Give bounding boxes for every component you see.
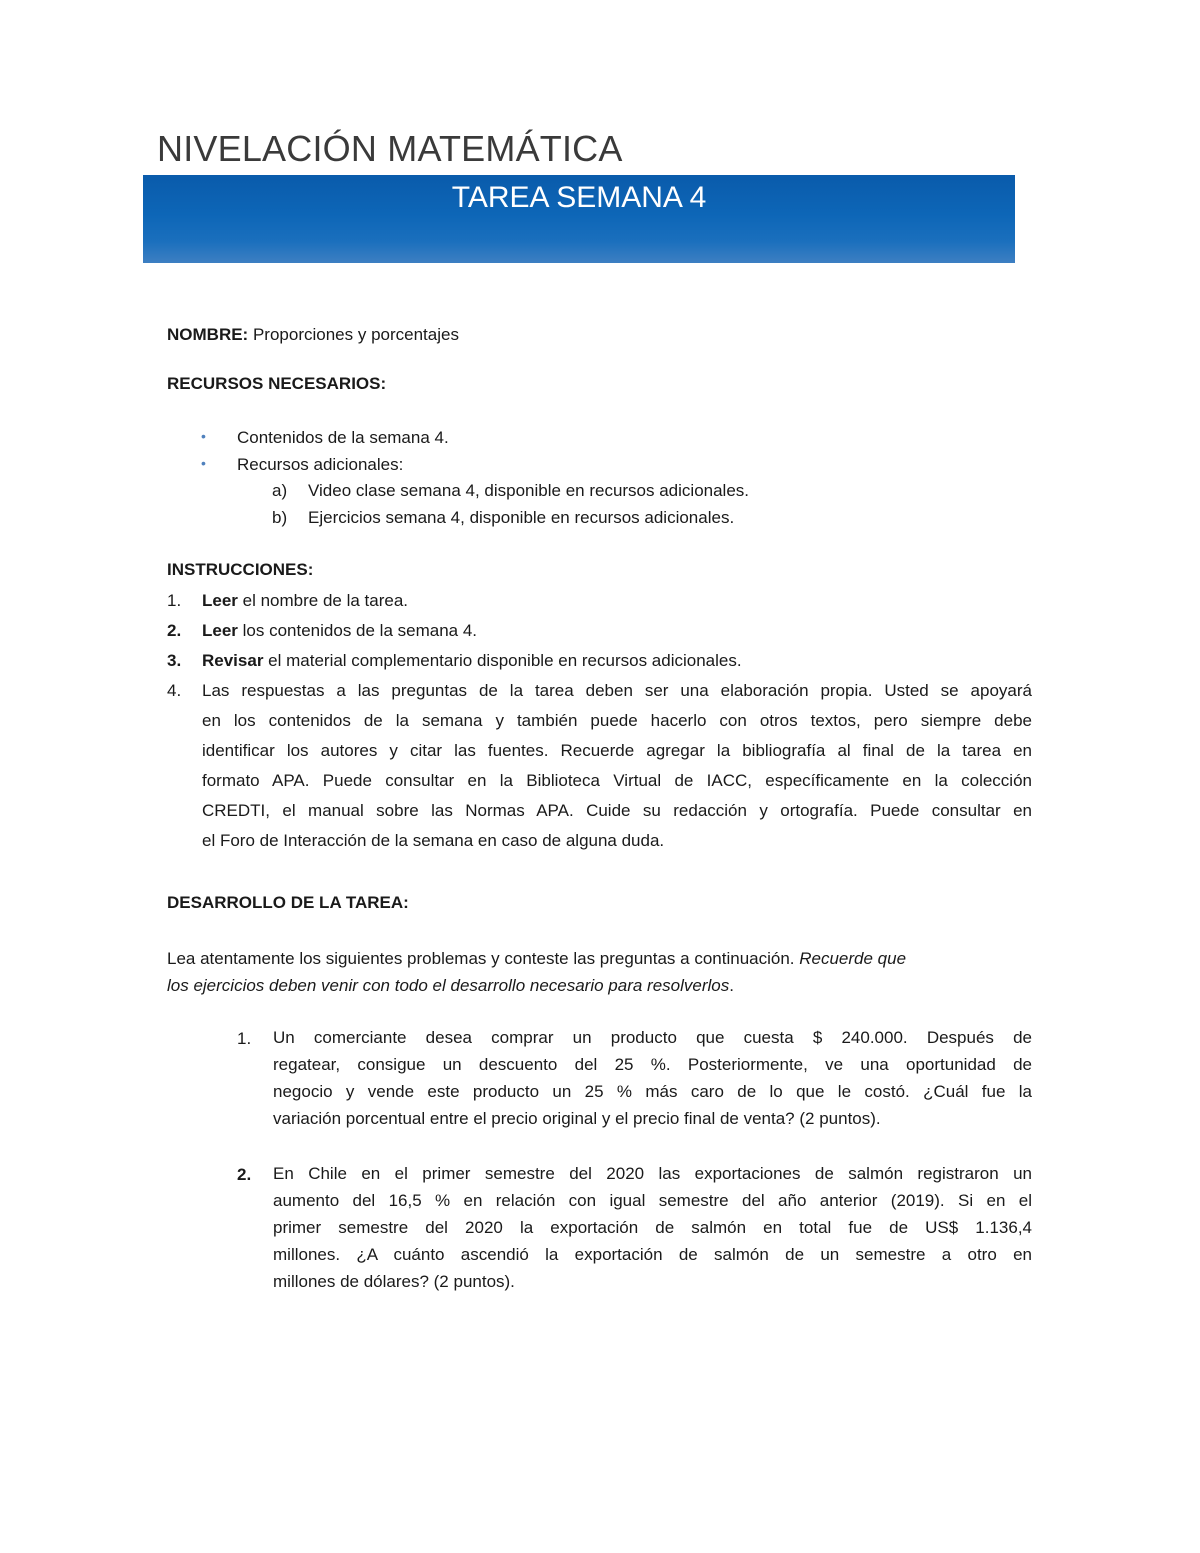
instruccion-4-num: 4. (167, 681, 182, 700)
instruccion-2-rest: los contenidos de la semana 4. (237, 621, 478, 640)
desarrollo-intro-italic-2: los ejercicios deben venir con todo el desarrollo necesario para resolverlos (167, 976, 730, 995)
recursos-subitem-a-marker: a) (272, 481, 288, 500)
recursos-bullet-2: • (201, 455, 206, 471)
desarrollo-intro-italic: Recuerde que (799, 949, 907, 968)
recursos-bullet-1: • (201, 428, 206, 444)
problem-1-line: variación porcentual entre el precio original y el precio final de venta? (2 puntos). (273, 1109, 881, 1128)
problem-2-num: 2. (237, 1165, 252, 1184)
problem-2-line: primer semestre del 2020 la exportación de salmón en total fue de US$ 1.136,4 (273, 1218, 1032, 1237)
desarrollo-heading: DESARROLLO DE LA TAREA: (167, 893, 409, 912)
nombre-label: NOMBRE: (167, 325, 249, 344)
problem-2-line: millones. ¿A cuánto ascendió la exportación de salmón de un semestre a otro en (273, 1245, 1032, 1264)
problem-2 (273, 1160, 1032, 1295)
problem-2-line: aumento del 16,5 % en relación con igual semestre del año anterior (2019). Si en el (273, 1191, 1032, 1210)
instruccion-4-line: CREDTI, el manual sobre las Normas APA. Cuide su redacción y ortografía. Puede consultar en (202, 801, 1032, 820)
desarrollo-intro-line-1 (167, 949, 906, 969)
instruccion-4-line: en los contenidos de la semana y también puede hacerlo con otros textos, pero siempre debe (202, 711, 1032, 730)
instruccion-4-line: Las respuestas a las preguntas de la tarea deben ser una elaboración propia. Usted se apoyará (202, 681, 1032, 700)
banner-title: TAREA SEMANA 4 (451, 181, 707, 214)
instrucciones-heading: INSTRUCCIONES: (167, 560, 314, 579)
instruccion-3 (202, 651, 742, 671)
instruccion-1-bold: Leer (202, 591, 238, 610)
recursos-subitem-a: Video clase semana 4, disponible en recursos adicionales. (308, 481, 750, 500)
instruccion-4-line: identificar los autores y citar las fuentes. Recuerde agregar la bibliografía al final de la tarea en (202, 741, 1032, 760)
instruccion-4 (202, 676, 1032, 856)
recursos-subitem-b-marker: b) (272, 508, 288, 527)
instruccion-4-line: el Foro de Interacción de la semana en caso de alguna duda. (202, 831, 665, 850)
problem-1 (273, 1024, 1032, 1132)
recursos-heading: RECURSOS NECESARIOS: (167, 374, 387, 393)
problem-1-line: negocio y vende este producto un 25 % más caro de lo que le costó. ¿Cuál fue la (273, 1082, 1032, 1101)
instruccion-2-num: 2. (167, 621, 182, 640)
recursos-subitem-b: Ejercicios semana 4, disponible en recursos adicionales. (308, 508, 735, 527)
instruccion-3-bold: Revisar (202, 651, 264, 670)
problem-2-line: millones de dólares? (2 puntos). (273, 1272, 515, 1291)
desarrollo-intro-end: . (729, 976, 734, 995)
recursos-item-1: Contenidos de la semana 4. (237, 428, 449, 447)
title-banner (143, 175, 1015, 263)
course-title: NIVELACIÓN MATEMÁTICA (157, 128, 623, 169)
instruccion-1 (202, 591, 408, 611)
instruccion-1-num: 1. (167, 591, 182, 610)
instruccion-3-num: 3. (167, 651, 182, 670)
instruccion-2-bold: Leer (202, 621, 238, 640)
instruccion-4-line: formato APA. Puede consultar en la Biblioteca Virtual de IACC, específicamente en la colección (202, 771, 1032, 790)
desarrollo-intro-normal: Lea atentamente los siguientes problemas y conteste las preguntas a continuación. (167, 949, 800, 968)
problem-1-num: 1. (237, 1029, 252, 1048)
nombre-line (167, 325, 459, 345)
problem-2-line: En Chile en el primer semestre del 2020 las exportaciones de salmón registraron un (273, 1164, 1032, 1183)
problem-1-line: regatear, consigue un descuento del 25 %. Posteriormente, ve una oportunidad de (273, 1055, 1032, 1074)
instruccion-1-rest: el nombre de la tarea. (237, 591, 409, 610)
recursos-item-2: Recursos adicionales: (237, 455, 404, 474)
problem-1-line: Un comerciante desea comprar un producto que cuesta $ 240.000. Después de (273, 1028, 1032, 1047)
instruccion-2 (202, 621, 477, 641)
instruccion-3-rest: el material complementario disponible en recursos adicionales. (263, 651, 742, 670)
desarrollo-intro-line-2 (167, 976, 734, 996)
nombre-value: Proporciones y porcentajes (252, 325, 459, 344)
